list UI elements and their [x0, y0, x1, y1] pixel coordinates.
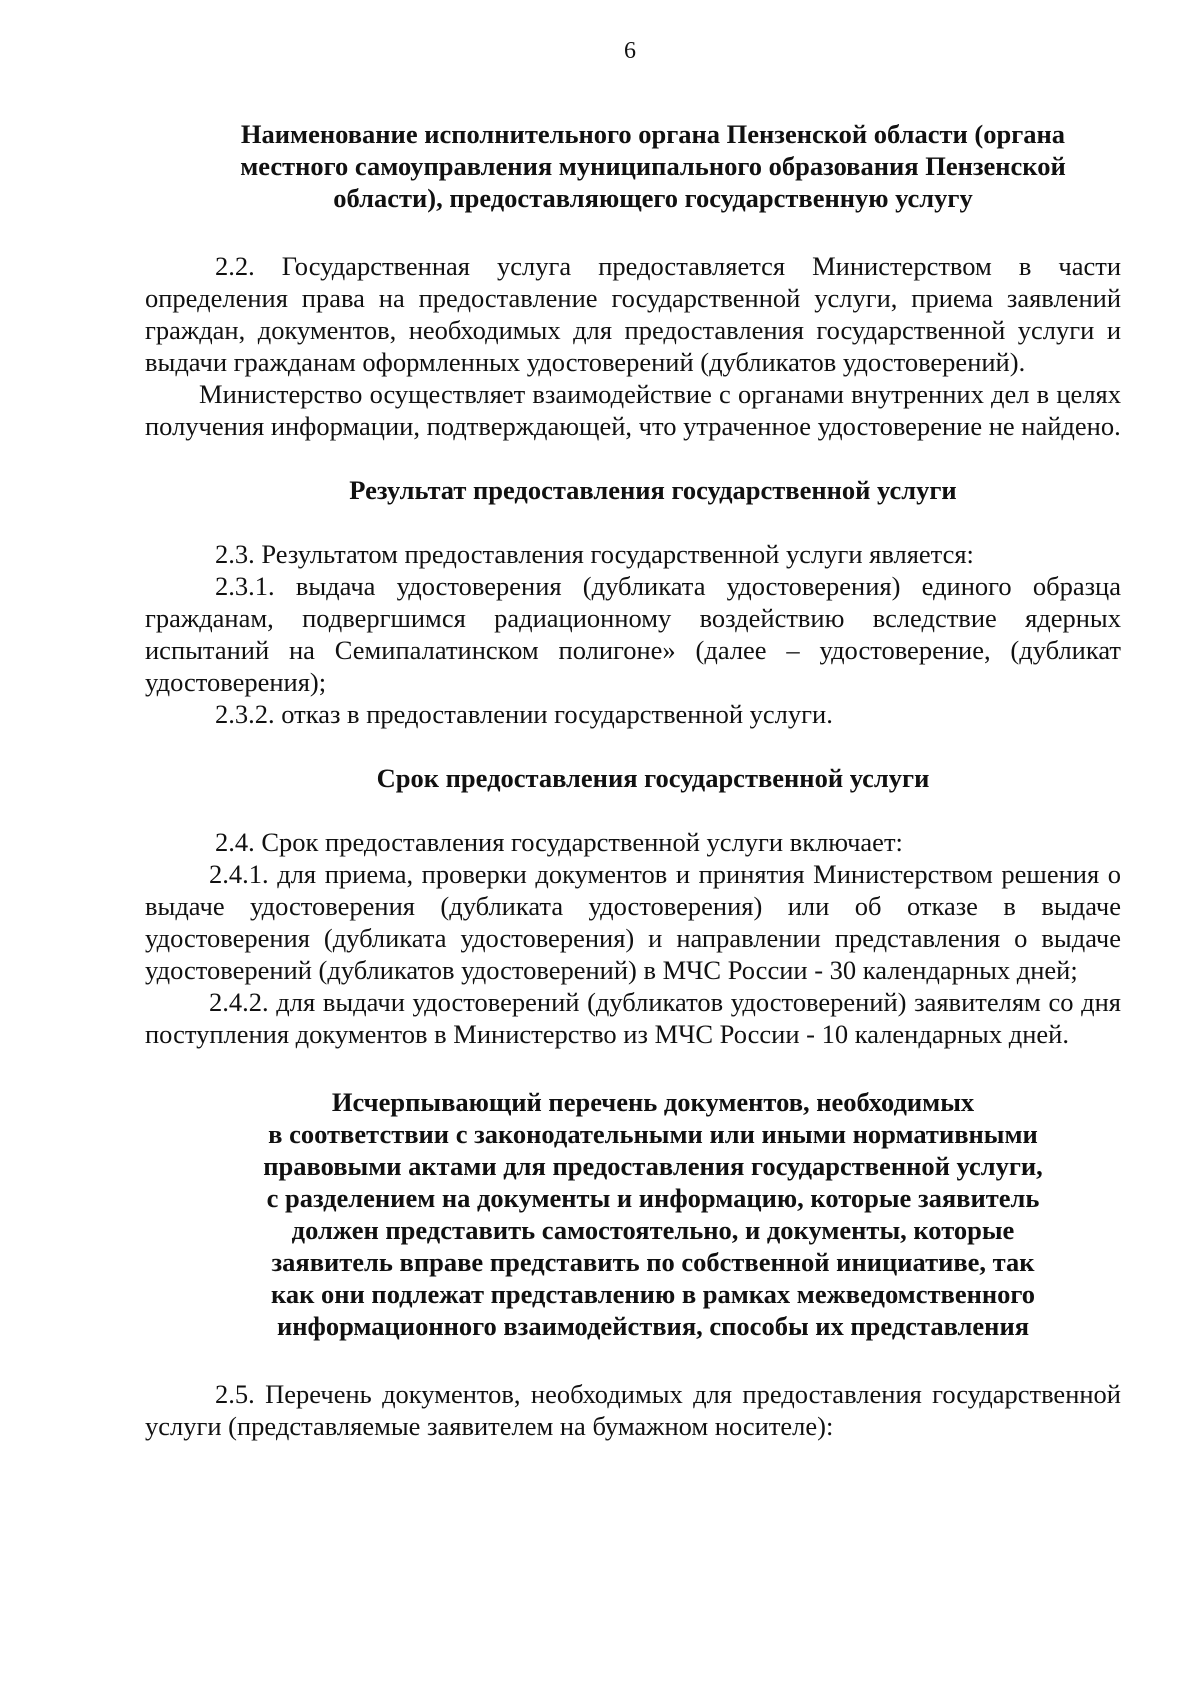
document-body: [145, 118, 1121, 1442]
paragraph-2-3-1: 2.3.1. выдача удостоверения (дубликата удостоверения) единого образца гражданам, подвергшимся радиационному воздействию вследствие ядерных испытаний на Семипалатинском полигоне» (далее – удостоверение, (дубликат удостоверения);: [145, 571, 1121, 697]
paragraph-2-2: 2.2. Государственная услуга предоставляется Министерством в части определения права на предоставление государственной услуги, приема заявлений граждан, документов, необходимых для предоставления государственной услуги и выдачи гражданам оформленных удостоверений (дубликатов удостоверений).: [145, 251, 1121, 377]
paragraph-2-3-2: 2.3.2. отказ в предоставлении государственной услуги.: [215, 699, 833, 729]
heading-line: в соответствии с законодательными или иными нормативными: [268, 1119, 1038, 1149]
page-number: 6: [624, 38, 636, 64]
heading-line: Наименование исполнительного органа Пензенской области (органа: [240, 119, 1066, 149]
heading-result: Результат предоставления государственной услуги: [349, 475, 957, 505]
heading-line: местного самоуправления муниципального образования Пензенской: [240, 151, 1066, 181]
heading-documents-list: [145, 1086, 1121, 1342]
heading-executive-body: [145, 118, 1121, 214]
paragraph-2-3: 2.3. Результатом предоставления государственной услуги является:: [215, 539, 974, 569]
heading-line: Исчерпывающий перечень документов, необходимых: [331, 1087, 975, 1117]
heading-line: с разделением на документы и информацию, которые заявитель: [266, 1183, 1040, 1213]
paragraph-2-5: 2.5. Перечень документов, необходимых для предоставления государственной услуги (представляемые заявителем на бумажном носителе):: [145, 1379, 1121, 1441]
paragraph-2-4-2: 2.4.2. для выдачи удостоверений (дубликатов удостоверений) заявителям со дня поступления документов в Министерство из МЧС России - 10 календарных дней.: [145, 987, 1121, 1049]
heading-line: должен представить самостоятельно, и документы, которые: [291, 1215, 1015, 1245]
paragraph-ministry-interaction: Министерство осуществляет взаимодействие с органами внутренних дел в целях получения информации, подтверждающей, что утраченное удостоверение не найдено.: [145, 379, 1121, 441]
heading-line: заявитель вправе представить по собственной инициативе, так: [271, 1247, 1035, 1277]
heading-term: Срок предоставления государственной услуги: [376, 763, 930, 793]
heading-line: правовыми актами для предоставления государственной услуги,: [263, 1151, 1043, 1181]
heading-line: информационного взаимодействия, способы их представления: [276, 1311, 1030, 1341]
paragraph-2-4-1: 2.4.1. для приема, проверки документов и принятия Министерством решения о выдаче удостоверения (дубликата удостоверения) или об отказе в выдаче удостоверения (дубликата удостоверения) и направлении представления о выдаче удостоверений (дубликатов удостоверений) в МЧС России - 30 календарных дней;: [145, 859, 1121, 985]
heading-line: как они подлежат представлению в рамках межведомственного: [271, 1279, 1035, 1309]
heading-line: области), предоставляющего государственную услугу: [333, 183, 973, 213]
paragraph-2-4: 2.4. Срок предоставления государственной услуги включает:: [215, 827, 903, 857]
